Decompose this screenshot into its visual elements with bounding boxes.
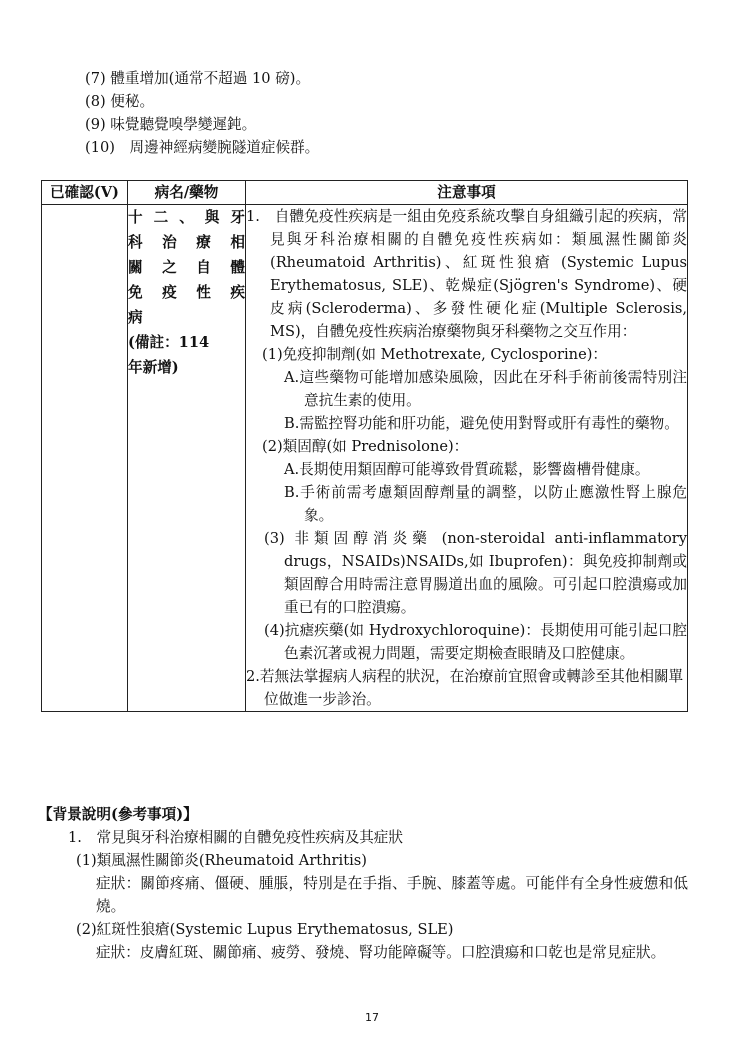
header-notes: 注意事項 <box>246 181 688 205</box>
note-sub2-b: B.手術前需考慮類固醇劑量的調整，以防止應激性腎上腺危象。 <box>284 484 687 524</box>
disease-line: 十二、與牙 <box>128 209 245 226</box>
disease-line: 病 <box>128 309 143 326</box>
list-item: (9) 味覺聽覺嗅學變遲鈍。 <box>85 116 257 133</box>
header-disease-drug: 病名/藥物 <box>128 181 246 205</box>
background-item-1: 1. 常見與牙科治療相關的自體免疫性疾病及其症狀 <box>68 829 403 846</box>
page-number: 17 <box>365 1011 379 1024</box>
note-sub4: (4)抗瘧疾藥(如 Hydroxychloroquine)：長期使用可能引起口腔色素沉著或視力問題，需要定期檢查眼睛及口腔健康。 <box>264 622 687 662</box>
note-sub1-title: (1)免疫抑制劑(如 Methotrexate, Cyclosporine)： <box>262 346 608 363</box>
ra-symptoms: 症狀：關節疼痛、僵硬、腫脹，特別是在手指、手腕、膝蓋等處。可能伴有全身性疲憊和低燒。 <box>96 875 688 915</box>
notes-cell <box>246 205 688 712</box>
note-2: 2.若無法掌握病人病程的狀況，在治療前宜照會或轉診至其他相關單位做進一步診治。 <box>246 668 684 708</box>
table-header-row <box>42 181 688 205</box>
confirm-cell[interactable] <box>42 205 128 712</box>
note-sub1-b: B.需監控腎功能和肝功能，避免使用對腎或肝有毒性的藥物。 <box>284 415 679 432</box>
header-confirmed: 已確認(V) <box>42 181 128 205</box>
precautions-table <box>41 180 688 712</box>
note-sub1-a: A.這些藥物可能增加感染風險，因此在牙科手術前後需特別注意抗生素的使用。 <box>284 369 687 409</box>
note-sub2-a: A.長期使用類固醇可能導致骨質疏鬆，影響齒槽骨健康。 <box>284 461 650 478</box>
ra-title: (1)類風濕性關節炎(Rheumatoid Arthritis) <box>76 852 367 869</box>
side-effect-list <box>85 67 319 159</box>
disease-line: (備註：114 <box>128 334 210 351</box>
background-section <box>38 803 688 964</box>
table-row <box>42 205 688 712</box>
list-item: (10) 周邊神經病變腕隧道症候群。 <box>85 139 320 156</box>
background-title: 【背景說明(參考事項)】 <box>38 806 198 823</box>
note-sub3: (3) 非類固醇消炎藥 (non-steroidal anti-inflammatory drugs，NSAIDs)NSAIDs,如 Ibuprofen)：與免疫抑制劑或類固醇合用時需注意胃腸道出血的風險。可引起口腔潰瘍或加重已有的口腔潰瘍。 <box>264 530 687 616</box>
sle-title: (2)紅斑性狼瘡(Systemic Lupus Erythematosus, SLE) <box>76 921 454 938</box>
disease-line: 年新增) <box>128 359 179 376</box>
note-1: 1. 自體免疫性疾病是一組由免疫系統攻擊自身組織引起的疾病，常見與牙科治療相關的自體免疫性疾病如：類風濕性關節炎(Rheumatoid Arthritis)、紅斑性狼瘡 (Systemic Lupus Erythematosus, SLE)、乾燥症(Sjögren's Syndrome)、硬皮病(Scleroderma)、多發性硬化症(Multiple Sclerosis, MS)，自體免疫性疾病治療藥物與牙科藥物之交互作用： <box>246 208 687 340</box>
disease-cell <box>128 205 246 712</box>
disease-line: 科治療相 <box>128 234 245 251</box>
list-item: (7) 體重增加(通常不超過 10 磅)。 <box>85 70 311 87</box>
note-sub2-title: (2)類固醇(如 Prednisolone)： <box>262 438 469 455</box>
sle-symptoms: 症狀：皮膚紅斑、關節痛、疲勞、發燒、腎功能障礙等。口腔潰瘍和口乾也是常見症狀。 <box>96 944 666 961</box>
list-item: (8) 便秘。 <box>85 93 155 110</box>
disease-line: 關之自體 <box>128 259 245 276</box>
disease-line: 免疫性疾 <box>128 284 245 301</box>
